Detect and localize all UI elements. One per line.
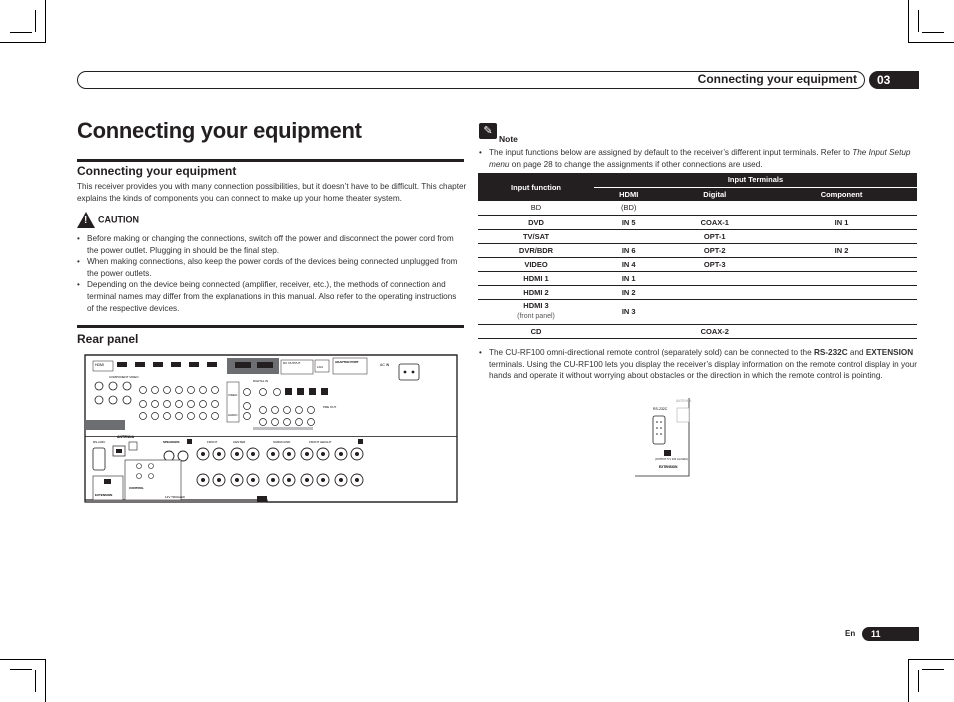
cell-digital [663, 299, 766, 324]
center-label: CENTER [233, 440, 246, 444]
cell-digital [663, 271, 766, 285]
intro-paragraph: This receiver provides you with many connection possibilities, but it doesn’t have to be difficult. This chapter explains the kinds of components you can connect to make up your home theater system. [77, 182, 467, 203]
page-title: Connecting your equipment [77, 118, 362, 143]
cell-digital: COAX-2 [663, 324, 766, 338]
crop-mark [908, 42, 954, 43]
list-item: • Before making or changing the connections, switch off the power and disconnect the power cord from the power outlet. Plugging in should be the final step. [77, 233, 465, 256]
list-item: • Depending on the device being connected (amplifier, receiver, etc.), the methods of connection and terminal names may differ from the explanations in this manual. Also refer to the operating instructions of the respective devices. [77, 279, 465, 314]
note-text-a: The input functions below are assigned by default to the receiver’s different input terminals. Refer to [489, 148, 853, 157]
cell-hdmi: IN 5 [594, 215, 663, 229]
extension-label: EXTENSION [95, 493, 113, 497]
cell-component [766, 201, 917, 215]
table-row [478, 215, 917, 229]
crop-mark [10, 32, 32, 33]
cell-function: HDMI 2 [478, 285, 594, 299]
list-item [479, 147, 919, 170]
cell-component [766, 324, 917, 338]
note-pencil-icon: ✎ [479, 123, 497, 139]
crop-mark [908, 0, 909, 43]
cell-hdmi: IN 3 [594, 299, 663, 324]
trigger-label: 12V TRIGGER [165, 495, 185, 499]
cell-function: BD [478, 201, 594, 215]
cell-hdmi [594, 324, 663, 338]
page-number: 11 [862, 627, 919, 641]
rs232c-note-list [479, 347, 919, 382]
ac-in-label: AC IN [380, 363, 390, 367]
cell-hdmi [594, 229, 663, 243]
table-row [478, 243, 917, 257]
front-height-label: FRONT HEIGHT [309, 440, 332, 444]
cell-function [478, 299, 594, 324]
col-header-digital: Digital [663, 187, 766, 201]
caution-list [77, 233, 465, 314]
audio-label: AUDIO [228, 413, 238, 417]
rs-text-2: and [847, 348, 866, 357]
list-item: • When making connections, also keep the power cords of the devices being connected unplugged from the power outlets. [77, 256, 465, 279]
dc-output-label: DC OUTPUT [283, 361, 301, 365]
crop-mark [45, 0, 46, 43]
rs-text-3: terminals. Using the CU-RF100 lets you display the receiver’s display information on the remote control display in your hands and operate it without worrying about obstacles or the direction in which the remote control is pointing. [489, 359, 917, 381]
surround-label: SURROUND [273, 440, 291, 444]
section-heading: Connecting your equipment [77, 164, 237, 178]
crop-mark [45, 659, 46, 702]
col-header-hdmi: HDMI [594, 187, 663, 201]
section-rule [77, 159, 464, 162]
crop-mark [908, 659, 954, 660]
cell-function: VIDEO [478, 257, 594, 271]
table-row [478, 324, 917, 338]
hdmi-label: HDMI [95, 363, 104, 367]
rs232c-detail-illustration [635, 398, 692, 476]
cell-function: DVD [478, 215, 594, 229]
rs232c-port [653, 416, 665, 444]
crop-mark [922, 32, 944, 33]
crop-mark [922, 669, 944, 670]
rs-image-output-label: (OUTPUT 5 V 100 mA MAX) [655, 458, 688, 461]
crop-mark [908, 659, 909, 702]
rs232c-label: RS-232C [93, 440, 106, 444]
component-video-label: COMPONENT VIDEO [109, 375, 139, 379]
rs232c-port [93, 448, 105, 470]
cell-component [766, 299, 917, 324]
digital-in-label: DIGITAL IN [253, 379, 269, 383]
cell-component [766, 257, 917, 271]
crop-mark [35, 10, 36, 32]
rs-image-antenna-label: ANTENNA [676, 399, 692, 403]
video-label: VIDEO [228, 393, 238, 397]
note-list [479, 147, 919, 170]
cell-function: TV/SAT [478, 229, 594, 243]
table-row [478, 201, 917, 215]
table-row [478, 285, 917, 299]
cell-hdmi: IN 1 [594, 271, 663, 285]
cell-hdmi: IN 4 [594, 257, 663, 271]
rs-bold-2: EXTENSION [865, 348, 914, 357]
lan-label: LAN [317, 365, 323, 369]
cell-digital: COAX-1 [663, 215, 766, 229]
table-row [478, 299, 917, 324]
antenna-label: ANTENNA [117, 435, 135, 439]
cell-function: HDMI 1 [478, 271, 594, 285]
table-row [478, 229, 917, 243]
col-header-component: Component [766, 187, 917, 201]
rear-panel-diagram [77, 350, 463, 502]
cell-digital [663, 201, 766, 215]
rs-image-rs232c-label: RS-232C [653, 407, 668, 411]
table-row [478, 271, 917, 285]
crop-mark [918, 670, 919, 692]
cell-component [766, 271, 917, 285]
ac-inlet [399, 364, 419, 380]
cell-digital: OPT-2 [663, 243, 766, 257]
cell-function-main: HDMI 3 [523, 301, 549, 310]
cell-hdmi: (BD) [594, 201, 663, 215]
speakers-label: SPEAKERS [163, 440, 180, 444]
crop-mark [0, 659, 46, 660]
header-title: Connecting your equipment [697, 72, 857, 86]
pre-out-label: PRE OUT [323, 405, 337, 409]
cell-function-sub: (front panel) [517, 313, 555, 320]
control-label: CONTROL [129, 486, 144, 490]
cell-digital: OPT-1 [663, 229, 766, 243]
rs-bold-1: RS-232C [813, 348, 848, 357]
caution-heading [77, 212, 139, 228]
crop-mark [35, 670, 36, 692]
cell-component [766, 285, 917, 299]
cell-digital: OPT-3 [663, 257, 766, 271]
crop-mark [918, 10, 919, 32]
note-text-b: on page 28 to change the assignments if other connections are used. [509, 159, 763, 169]
cell-hdmi: IN 2 [594, 285, 663, 299]
cell-function: CD [478, 324, 594, 338]
crop-mark [0, 42, 46, 43]
cell-function: DVR/BDR [478, 243, 594, 257]
crop-mark [10, 669, 32, 670]
cell-hdmi: IN 6 [594, 243, 663, 257]
cell-digital [663, 285, 766, 299]
col-header-function: Input function [478, 173, 594, 201]
section-rule [77, 325, 464, 328]
chapter-number: 03 [869, 71, 919, 89]
caution-label: CAUTION [98, 214, 139, 225]
footer-language: En [845, 629, 856, 638]
note-heading: Note [499, 134, 518, 144]
cell-component: IN 1 [766, 215, 917, 229]
running-header [77, 71, 919, 89]
rs-text-1: The CU-RF100 omni-directional remote control (separately sold) can be connected to the [489, 348, 814, 357]
rs-image-extension-label: EXTENSION [659, 465, 678, 469]
front-label: FRONT [207, 440, 218, 444]
cell-component: IN 2 [766, 243, 917, 257]
warning-triangle-icon: ! [77, 212, 95, 228]
table-row [478, 257, 917, 271]
adapter-port-label: ADAPTER PORT [335, 360, 359, 364]
note-ref: The Input Setup menu [489, 148, 911, 169]
col-header-terminals: Input Terminals [594, 173, 917, 187]
cell-component [766, 229, 917, 243]
section-heading: Rear panel [77, 332, 139, 346]
input-function-table [478, 173, 917, 339]
list-item [479, 347, 919, 382]
